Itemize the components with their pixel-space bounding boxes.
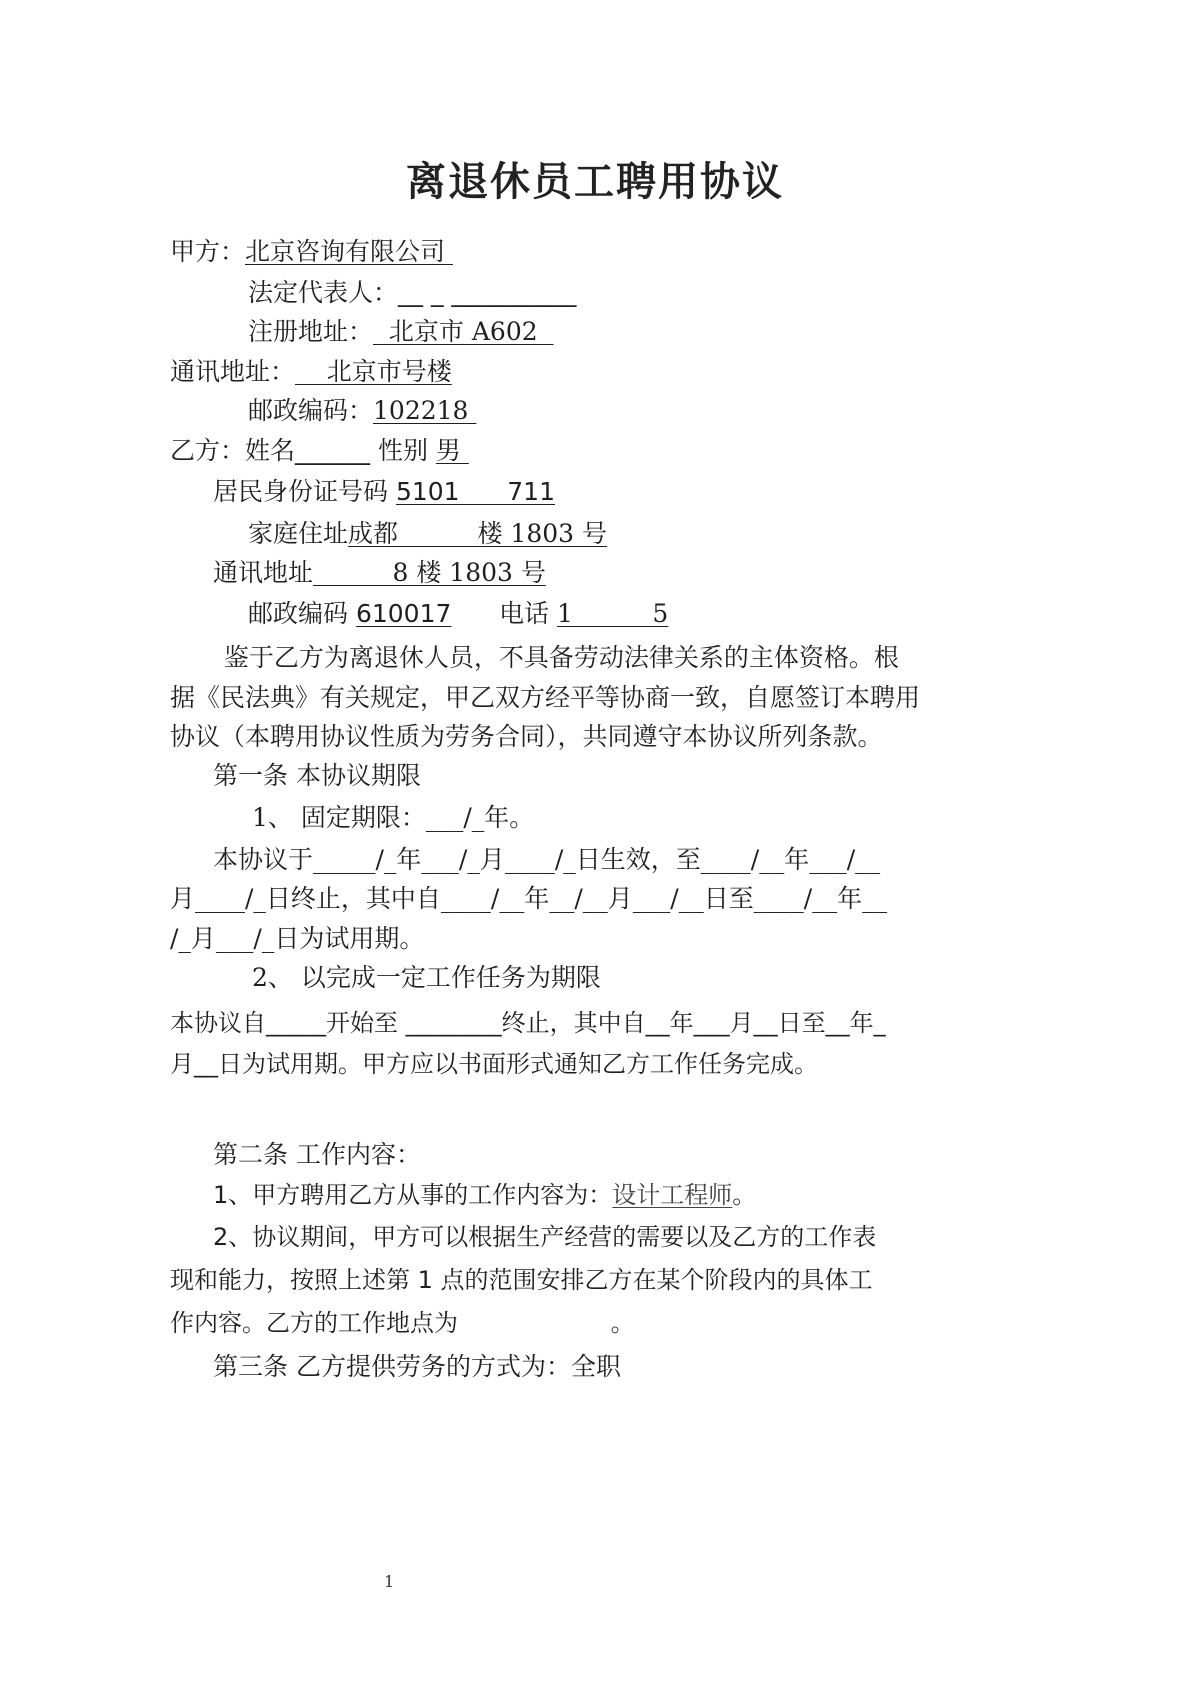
party-a-line [170,236,453,268]
party-b-home-line [248,518,607,550]
article-1-heading: 第一条 本协议期限 [213,761,421,790]
article-2-item-1-prefix: 1、甲方聘用乙方从事的工作内容为： [213,1181,613,1209]
party-b-home-value: 成都 楼 1803 号 [348,519,608,548]
article-3-text: 第三条 乙方提供劳务的方式为：全职 [213,1352,621,1381]
party-b-mail-line [213,557,546,589]
party-b-mail-value: 8 楼 1803 号 [313,558,546,587]
party-a-postcode-value: 102218 [373,396,477,425]
article-2-item-1 [213,1179,756,1211]
article-1-item-2-line: 月__日为试用期。甲方应以书面形式通知乙方工作任务完成。 [170,1050,818,1078]
party-a-rep-value: __ _ __________ [398,278,577,307]
party-a-mail-addr-label: 通讯地址： [170,357,296,386]
article-2-item-2-line: 作内容。乙方的工作地点为 。 [170,1309,635,1337]
party-b-phone-value: 1 5 [557,599,669,628]
article-1-item-2-line: 本协议自_____开始至 ________终止，其中自__年___月__日至__年_ [170,1009,886,1037]
party-b-name-line [170,435,469,467]
article-2-heading: 第二条 工作内容： [213,1140,421,1169]
party-a-rep-label: 法定代表人： [248,278,399,307]
party-b-id-label: 居民身份证号码 [213,477,396,506]
article-2-item-2-line: 现和能力，按照上述第 1 点的范围安排乙方在某个阶段内的具体工 [170,1266,873,1294]
party-a-rep-line [248,277,576,309]
party-a-mail-addr-line [170,356,452,388]
document-title: 离退休员工聘用协议 [406,159,784,205]
page-number: 1 [384,1572,395,1591]
party-b-postcode-label: 邮政编码 [248,599,356,628]
preamble-line: 据《民法典》有关规定，甲乙双方经平等协商一致，自愿签订本聘用 [170,683,921,712]
party-b-id-value: 5101 711 [395,477,555,506]
article-1-item-1-line: /_月___/_日为试用期。 [170,924,425,953]
article-1-item-1-line: 月____/_日终止，其中自____/__年__/__月___/__日至____/__年__ [170,884,888,913]
preamble-line: 鉴于乙方为离退休人员，不具备劳动法律关系的主体资格。根 [200,643,899,672]
party-b-name-blank: ______ [295,436,371,465]
party-b-postcode-value: 610017 [355,599,452,628]
party-b-gender-label: 性别 [370,436,436,465]
party-b-name-label: 乙方：姓名 [170,436,296,465]
article-1-item-2: 2、 以完成一定工作任务为期限 [252,963,601,992]
party-a-label: 甲方： [170,237,246,266]
article-1-item-1: 1、 固定期限：___/_年。 [252,803,535,832]
article-2-item-2-line: 2、协议期间，甲方可以根据生产经营的需要以及乙方的工作表 [213,1223,877,1251]
party-a-postcode-label: 邮政编码： [248,396,374,425]
party-a-reg-addr-value: 北京市 A602 [373,317,554,346]
job-title-value: 设计工程师 [612,1181,733,1209]
preamble-line: 协议（本聘用协议性质为劳务合同），共同遵守本协议所列条款。 [170,722,883,751]
party-a-mail-addr-value: 北京市号楼 [295,357,452,386]
party-b-gender-value: 男 [435,436,469,465]
party-a-reg-addr-label: 注册地址： [248,317,374,346]
party-b-home-label: 家庭住址 [248,519,349,548]
party-a-postcode-line [248,395,476,427]
article-2-item-1-suffix: 。 [732,1181,757,1209]
party-b-mail-label: 通讯地址 [213,558,314,587]
article-1-item-1-line: 本协议于_____/_年___/_月____/_日生效，至____/__年___/__ [213,845,881,874]
party-b-postcode-line [248,598,668,630]
party-b-id-line [213,476,555,508]
party-a-reg-addr-line [248,316,554,348]
party-a-name: 北京咨询有限公司 [245,237,453,266]
party-b-phone-label: 电话 [451,599,558,628]
